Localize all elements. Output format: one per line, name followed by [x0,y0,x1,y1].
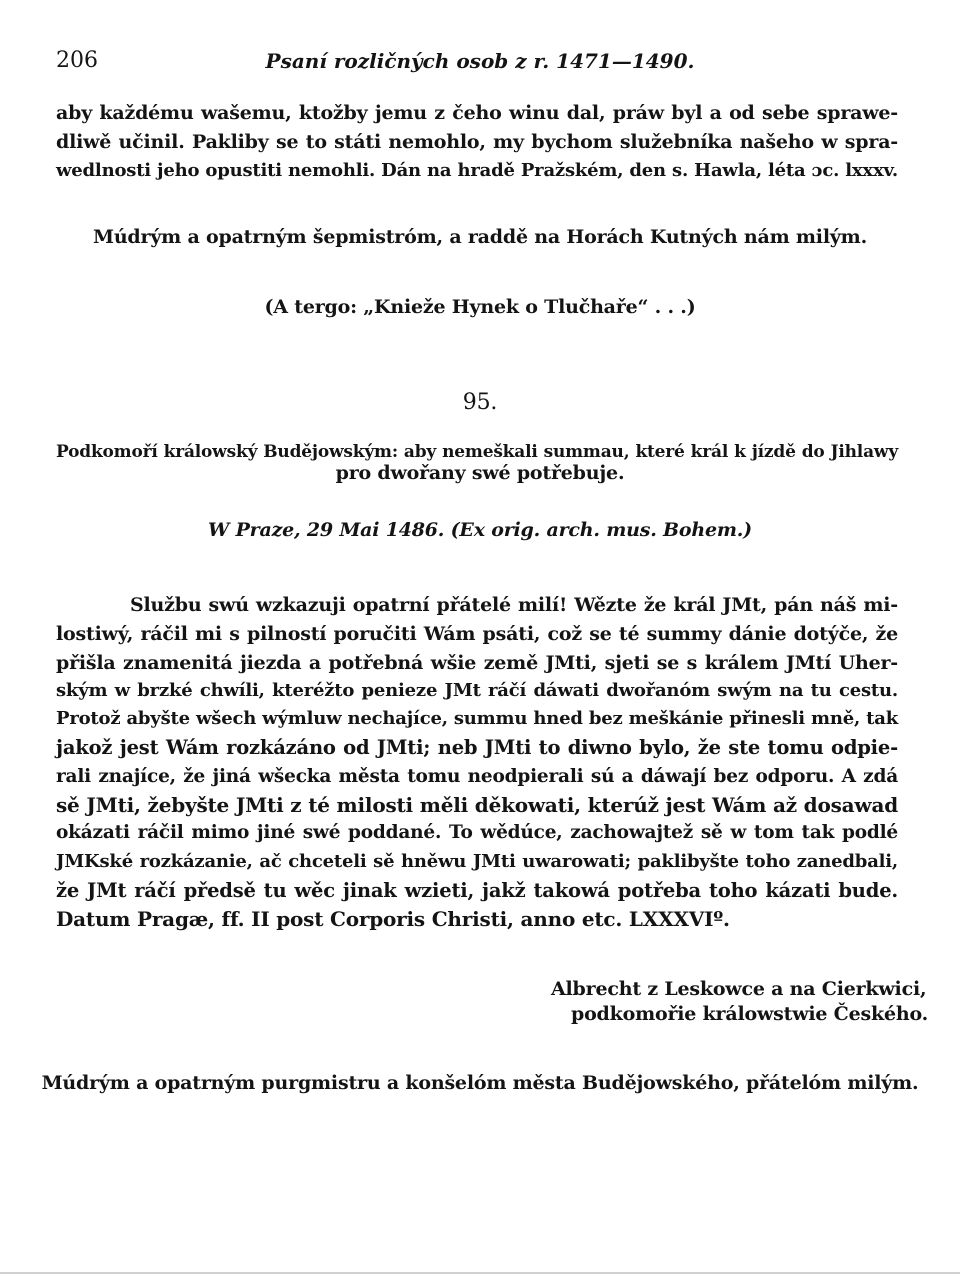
signature-line: Albrecht z Leskowce a na Cierkwici, [551,978,927,1000]
body-line: sě JMti, žebyšte JMti z té milosti měli děkowati, kterúž jest Wám až dosawad [56,793,898,817]
body-line: Službu swú wzkazuji opatrní přátelé milí! Wězte že král JMt, pán náš mi- [130,594,898,616]
body-line: rali znajíce, že jiná wšecka města tomu neodpierali sú a dáwají bez odporu. A zdá [56,766,898,787]
body-line: ským w brzké chwíli, kteréžto penieze JMt ráčí dáwati dwořanóm swým na tu cestu. [56,680,898,701]
body-line: že JMt ráčí předsě tu wěc jinak wzieti, jakž takowá potřeba toho kázati bude. [56,879,898,902]
dateline: W Praze, 29 Mai 1486. (Ex orig. arch. mus. Bohem.) [208,519,752,541]
text-line: wedlnosti jeho opustiti nemohli. Dán na hradě Pražském, den s. Hawla, léta ɔc. lxxxv. [56,160,898,181]
page-number: 206 [56,48,98,73]
summary-line: pro dwořany swé potřebuje. [335,462,625,484]
bottom-edge-divider [0,1272,960,1274]
body-line: JMKské rozkázanie, ač chceteli sě hněwu JMti uwarowati; paklibyšte toho zanedbali, [56,851,898,872]
letter-address: Múdrým a opatrným purgmistru a konšelóm města Budějowského, přátelóm milým. [41,1072,919,1094]
text-line: aby každému wašemu, ktožby jemu z čeho winu dal, práw byl a od sebe sprawe- [56,102,898,124]
text-line: dliwě učinil. Pakliby se to státi nemohlo, my bychom služebníka našeho w spra- [56,131,898,153]
running-title: Psaní rozličných osob z r. 1471—1490. [265,49,695,73]
body-line: Protož abyšte wšech wýmluw nechajíce, summu hned bez meškánie přinesli mně, tak [56,708,898,729]
letter-number: 95. [462,390,498,415]
summary-line: Podkomoří králowský Budějowským: aby nemeškali summau, které král k jízdě do Jihlawy [56,442,898,462]
body-line: Datum Pragæ, ff. II post Corporis Christi, anno etc. LXXXVIº. [56,907,730,931]
body-line: lostiwý, ráčil mi s pilností poručiti Wám psáti, což se té summy dánie dotýče, že [56,623,898,645]
body-line: přišla znamenitá jiezda a potřebná wšie země JMti, sjeti se s králem JMtí Uher- [56,652,898,674]
dorsal-note: (A tergo: „Knieže Hynek o Tlučhaře“ . . .) [264,296,696,318]
body-line: okázati ráčil mimo jiné swé poddané. To wědúce, zachowajtež sě w tom tak podlé [56,822,898,843]
previous-letter-address: Múdrým a opatrným šepmistróm, a raddě na Horách Kutných nám milým. [92,226,868,248]
signature-line: podkomořie králowstwie Českého. [571,1003,928,1025]
body-line: jakož jest Wám rozkázáno od JMti; neb JMti to diwno bylo, že ste tomu odpie- [56,736,898,759]
